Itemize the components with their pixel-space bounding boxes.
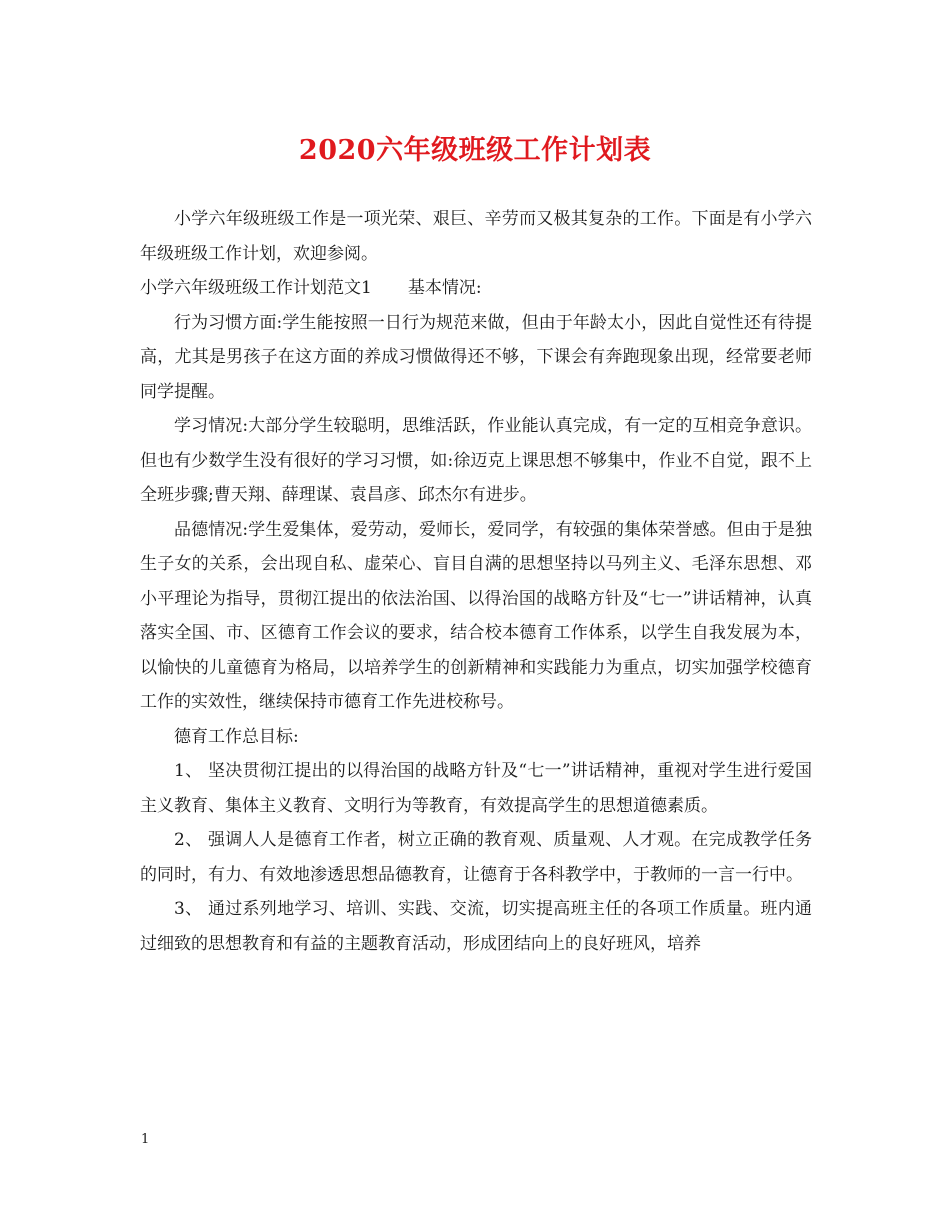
morality-paragraph: 品德情况:学生爱集体，爱劳动，爱师长，爱同学，有较强的集体荣誉感。但由于是独生子女的关系，会出现自私、虚荣心、盲目自满的思想坚持以马列主义、毛泽东思想、邓小平理论为指导，贯彻江提出的依法治国、以得治国的战略方针及“七一”讲话精神，认真落实全国、市、区德育工作会议的要求，结合校本德育工作体系，以学生自我发展为本，以愉快的儿童德育为格局，以培养学生的创新精神和实践能力为重点，切实加强学校德育工作的实效性，继续保持市德育工作先进校称号。 [140, 519, 812, 712]
study-paragraph: 学习情况:大部分学生较聪明，思维活跃，作业能认真完成，有一定的互相竞争意识。但也有少数学生没有很好的学习习惯，如:徐迈克上课思想不够集中，作业不自觉，跟不上全班步骤;曹天翔、薛理谋、袁昌彦、邱杰尔有进步。 [140, 416, 812, 505]
document-title: 2020六年级班级工作计划表 [298, 135, 652, 166]
page-number: 1 [141, 1132, 150, 1147]
goal-item-3: 3、 通过系列地学习、培训、实践、交流，切实提高班主任的各项工作质量。班内通过细致的思想教育和有益的主题教育活动，形成团结向上的良好班风，培养 [140, 899, 812, 954]
sample-heading: 小学六年级班级工作计划范文1 [140, 278, 372, 298]
document-body [140, 202, 812, 961]
behavior-paragraph: 行为习惯方面:学生能按照一日行为规范来做，但由于年龄太小，因此自觉性还有待提高，尤其是男孩子在这方面的养成习惯做得还不够，下课会有奔跑现象出现，经常要老师同学提醒。 [140, 312, 812, 402]
goal-item-2: 2、 强调人人是德育工作者，树立正确的教育观、质量观、人才观。在完成教学任务的同时，有力、有效地渗透思想品德教育，让德育于各科教学中，于教师的一言一行中。 [140, 830, 812, 885]
sample-heading-line [140, 271, 812, 306]
intro-paragraph: 小学六年级班级工作是一项光荣、艰巨、辛劳而又极其复杂的工作。下面是有小学六年级班级工作计划，欢迎参阅。 [140, 209, 812, 264]
goal-item-1: 1、 坚决贯彻江提出的以得治国的战略方针及“七一”讲话精神，重视对学生进行爱国主义教育、集体主义教育、文明行为等教育，有效提高学生的思想道德素质。 [140, 761, 812, 816]
goals-heading: 德育工作总目标: [174, 726, 299, 747]
basic-situation-label: 基本情况: [407, 278, 482, 298]
